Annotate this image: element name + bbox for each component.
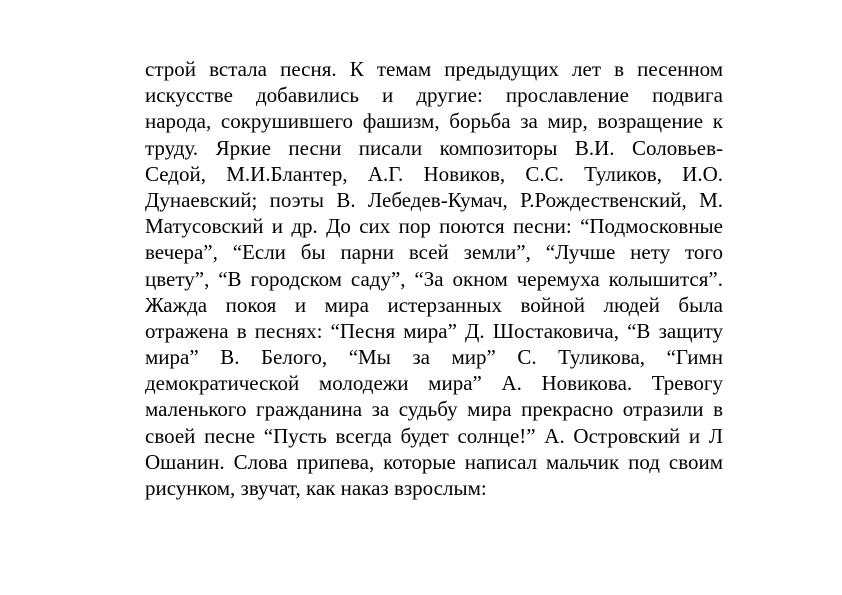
text-line: Дунаевский; поэты В. Лебедев-Кумач, Р.Рождественский, М.	[145, 187, 723, 212]
text-line: своей песне “Пусть всегда будет солнце!” А. Островский и Л	[145, 423, 723, 448]
text-line: искусстве добавились и другие: прославление подвига	[145, 83, 723, 108]
text-line: вечера”, “Если бы парни всей земли”, “Лучше нету того	[145, 240, 723, 265]
text-line: Седой, М.И.Блантер, А.Г. Новиков, С.С. Туликов, И.О.	[145, 161, 723, 186]
text-line: цвету”, “В городском саду”, “За окном черемуха колышится”.	[145, 266, 723, 291]
text-line: демократической молодежи мира” А. Новикова. Тревогу	[145, 371, 723, 396]
text-line: Матусовский и др. До сих пор поются песни: “Подмосковные	[145, 214, 723, 239]
text-line: труду. Яркие песни писали композиторы В.И. Соловьев-	[145, 135, 723, 160]
text-line: мира” В. Белого, “Мы за мир” С. Туликова, “Гимн	[145, 345, 723, 370]
body-text	[145, 56, 723, 501]
text-line: Ошанин. Слова припева, которые написал мальчик под своим	[145, 449, 723, 474]
text-line: отражена в песнях: “Песня мира” Д. Шостаковича, “В защиту	[145, 318, 723, 343]
text-line: Жажда покоя и мира истерзанных войной людей была	[145, 292, 723, 317]
text-line: строй встала песня. К темам предыдущих лет в песенном	[145, 57, 723, 81]
text-line: рисунком, звучат, как наказ взрослым:	[145, 476, 487, 500]
text-line: маленького гражданина за судьбу мира прекрасно отразили в	[145, 397, 723, 422]
text-line: народа, сокрушившего фашизм, борьба за мир, возращение к	[145, 109, 723, 134]
